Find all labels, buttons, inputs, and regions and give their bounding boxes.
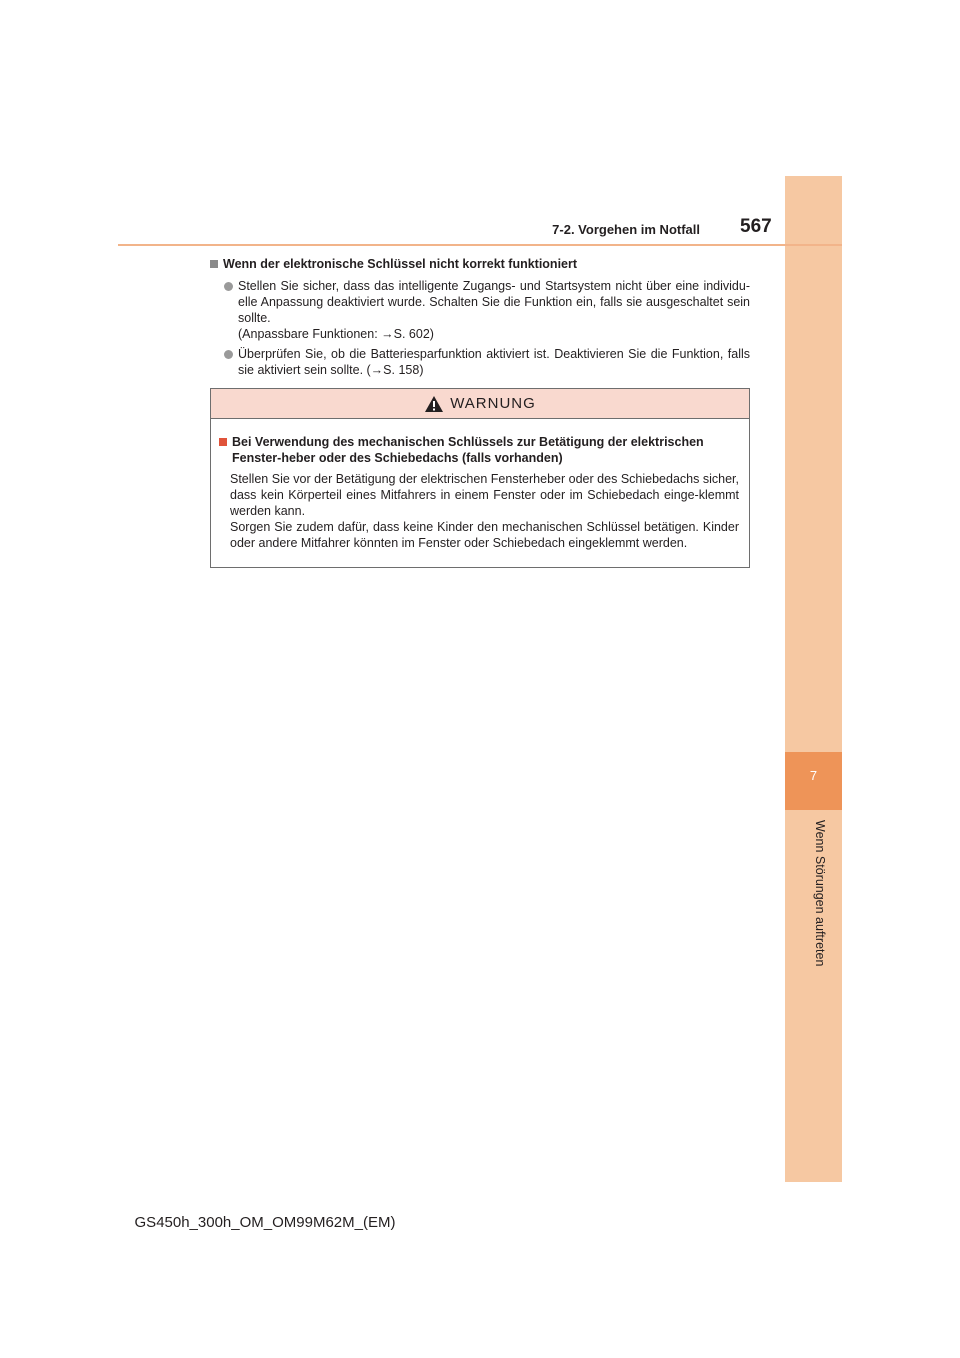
bullet-text: Überprüfen Sie, ob die Batteriesparfunktion aktiviert ist. Deaktivieren Sie die Funktion, falls sie aktiviert sein sollte. (→S. 158) (238, 347, 750, 377)
warning-subheading-text: Bei Verwendung des mechanischen Schlüssels zur Betätigung der elektrischen Fenster-heber oder des Schiebedachs (falls vorhanden) (232, 435, 704, 465)
warning-title: WARNUNG (450, 395, 536, 412)
circle-bullet-icon (224, 350, 233, 359)
list-item (210, 278, 750, 342)
chapter-label: Wenn Störungen auftreten (813, 820, 827, 967)
warning-subheading (219, 434, 739, 466)
header-divider (118, 244, 842, 246)
warning-box (210, 388, 750, 568)
warning-paragraph: Sorgen Sie zudem dafür, dass keine Kinder den mechanischen Schlüssel betätigen. Kinder oder andere Mitfahrer könnten im Fenster oder Schiebedach eingeklemmt werden. (230, 520, 739, 550)
square-bullet-icon (210, 260, 218, 268)
main-content (210, 256, 750, 382)
page-number: 567 (740, 216, 772, 237)
list-item (210, 346, 750, 378)
bullet-text: Stellen Sie sicher, dass das intelligente Zugangs- und Startsystem nicht über eine individu-elle Anpassung deaktiviert wurde. Schalten Sie die Funktion ein, falls sie ausgeschaltet sein sollte. (238, 279, 750, 325)
subheading-text: Wenn der elektronische Schlüssel nicht korrekt funktioniert (223, 257, 578, 271)
square-bullet-icon (219, 438, 227, 446)
warning-body (211, 419, 749, 551)
chapter-number: 7 (809, 768, 818, 783)
chapter-side-tab (785, 176, 842, 1182)
document-code: GS450h_300h_OM_OM99M62M_(EM) (134, 1214, 396, 1231)
section-subheading (210, 256, 750, 272)
warning-header (211, 389, 749, 419)
circle-bullet-icon (224, 282, 233, 291)
section-title: 7-2. Vorgehen im Notfall (552, 222, 700, 237)
warning-triangle-icon (424, 395, 444, 413)
cross-reference: (Anpassbare Funktionen: →S. 602) (238, 327, 434, 341)
warning-paragraph: Stellen Sie vor der Betätigung der elektrischen Fensterheber oder des Schiebedachs sicher, dass kein Körperteil eines Mitfahrers in einem Fenster oder im Schiebedach einge-klemmt werden kann. (230, 472, 739, 518)
